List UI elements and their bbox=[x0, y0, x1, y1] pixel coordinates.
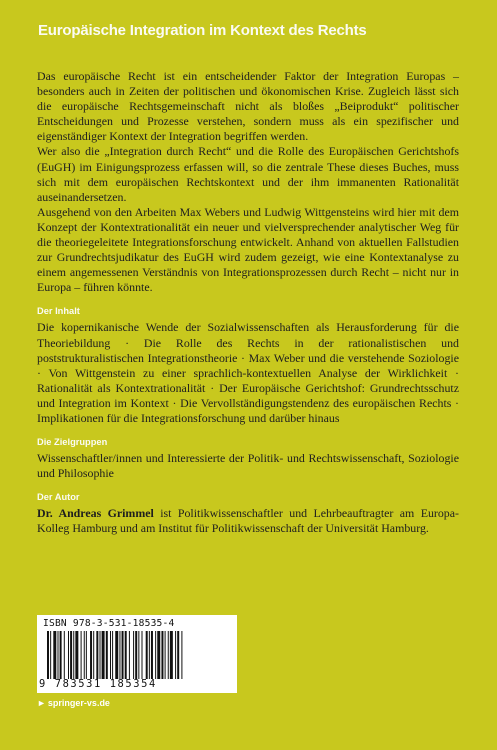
zielgruppen-text: Wissenschaftler/innen und Interessierte der Politik- und Rechtswissenschaft, Soziologie und Philosophie bbox=[37, 451, 459, 481]
author-bio: ist Politikwissenschaftler und Lehrbeauftragter am Europa-Kolleg Hamburg und am Institut für Politikwissenschaft der Universität Hamburg. bbox=[37, 506, 459, 536]
barcode-box bbox=[37, 615, 237, 693]
intro-paragraph-1: Das europäische Recht ist ein entscheidender Faktor der Integration Europas – besonders auch in Zeiten der politischen und ökonomischen Krise. Zugleich lässt sich die europäische Rechtsgemeinschaft nicht als bloßes „Beiprodukt“ politischer Entscheidungen und Prozesse verstehen, sondern muss als ein spezifischer und eigenständiger Kontext der Integration begriffen werden. bbox=[37, 69, 459, 144]
isbn-label: ISBN 978-3-531-18535-4 bbox=[43, 618, 175, 629]
book-title: Europäische Integration im Kontext des Rechts bbox=[38, 22, 367, 39]
inhalt-heading: Der Inhalt bbox=[37, 306, 80, 317]
publisher-website[interactable] bbox=[37, 698, 110, 708]
website-label: springer-vs.de bbox=[47, 698, 110, 708]
arrow-icon: ► bbox=[37, 698, 46, 708]
back-cover-text bbox=[37, 69, 459, 536]
autor-heading: Der Autor bbox=[37, 492, 80, 503]
autor-text bbox=[37, 506, 459, 536]
barcode-number: 9 783531 185354 bbox=[39, 678, 157, 690]
zielgruppen-heading: Die Zielgruppen bbox=[37, 437, 108, 448]
inhalt-text: Die kopernikanische Wende der Sozialwissenschaften als Herausforderung für die Theoriebildung · Die Rolle des Rechts in der rationalistischen und poststrukturalistischen Integrationstheorie · Max Weber und die verstehende Soziologie · Von Wittgenstein zu einer sprachlich-kontextuellen Analyse der Wirklichkeit · Rationalität als Kontextrationalität · Der Europäische Gerichtshof: Grundrechtsschutz und Integration im Kontext · Die Vervollständigungstendenz des europäischen Rechts · Implikationen für die Integrationsforschung und darüber hinaus bbox=[37, 320, 459, 425]
intro-paragraph-2: Wer also die „Integration durch Recht“ und die Rolle des Europäischen Gerichtshofs (EuGH) im Einigungsprozess erfassen will, so die zentrale These dieses Buches, muss sich mit dem europäischen Rechtskontext und der ihm immanenten Rationalität auseinandersetzen. bbox=[37, 144, 459, 204]
intro-paragraph-3: Ausgehend von den Arbeiten Max Webers und Ludwig Wittgensteins wird hier mit dem Konzept der Kontextrationalität ein neuer und vielversprechender analytischer Weg für die theoriegeleitete Integrationsforschung entwickelt. Anhand von aktuellen Fallstudien zur Grundrechtsjudikatur des EuGH wird zudem gezeigt, wie eine Kontextanalyse zu einem angemessenen Verständnis von Integrationsprozessen durch Recht – nicht nur in Europa – führen könnte. bbox=[37, 204, 459, 295]
barcode-icon bbox=[47, 631, 227, 679]
author-name: Dr. Andreas Grimmel bbox=[37, 506, 154, 521]
